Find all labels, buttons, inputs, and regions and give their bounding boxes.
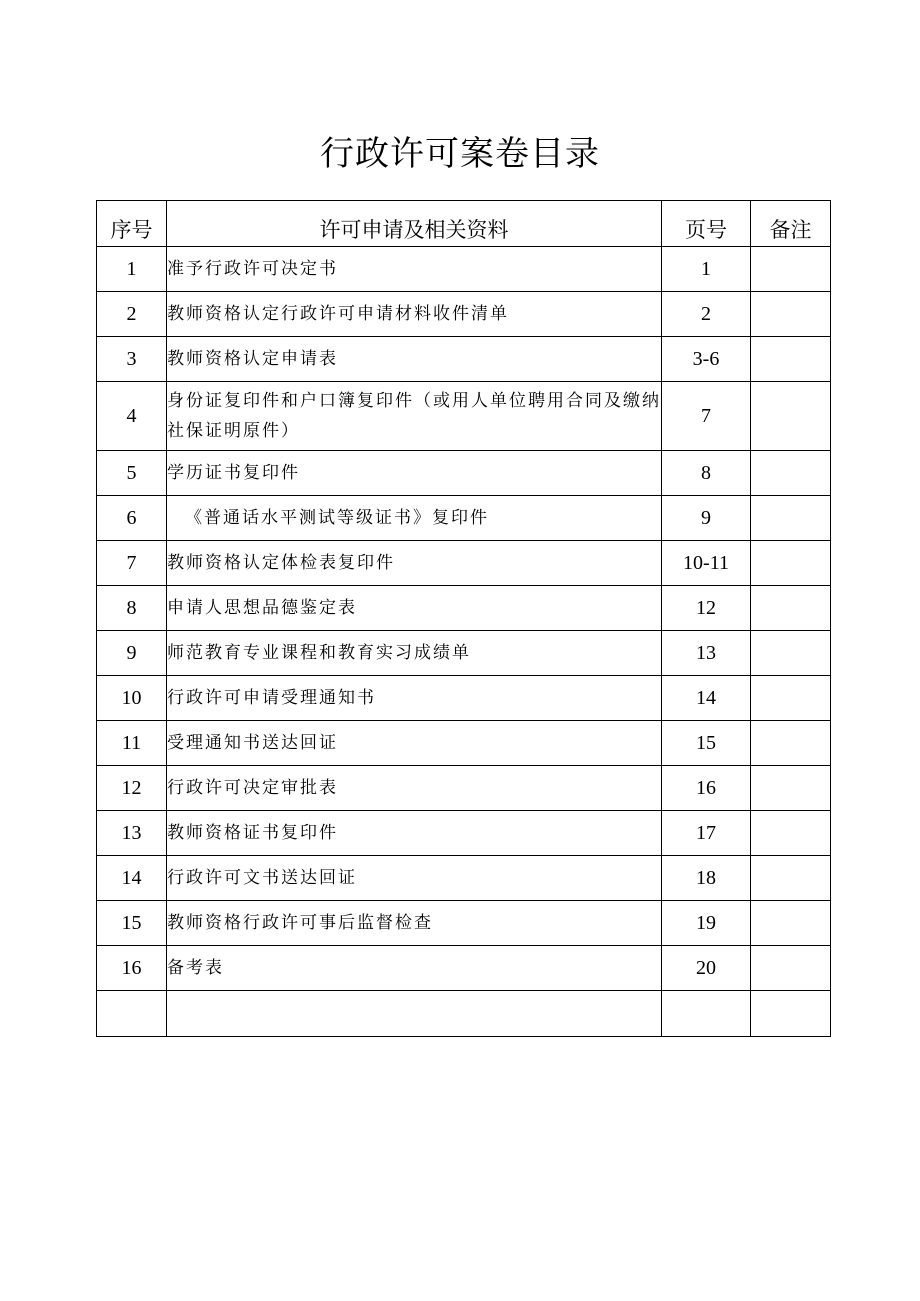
- row-note: [751, 811, 831, 856]
- row-note: [751, 292, 831, 337]
- row-material: 《普通话水平测试等级证书》复印件: [167, 496, 662, 541]
- row-page: 15: [662, 721, 751, 766]
- header-materials: 许可申请及相关资料: [167, 201, 662, 247]
- row-seq: 14: [97, 856, 167, 901]
- row-note: [751, 946, 831, 991]
- row-note: [751, 631, 831, 676]
- row-note: [751, 496, 831, 541]
- row-material: 备考表: [167, 946, 662, 991]
- table-row: [97, 991, 831, 1037]
- row-material: 教师资格认定行政许可申请材料收件清单: [167, 292, 662, 337]
- row-page: 18: [662, 856, 751, 901]
- row-seq: 4: [97, 382, 167, 451]
- row-seq: 8: [97, 586, 167, 631]
- row-page: 8: [662, 451, 751, 496]
- row-seq: [97, 991, 167, 1037]
- catalog-table: [96, 200, 831, 1037]
- row-seq: 10: [97, 676, 167, 721]
- row-seq: 9: [97, 631, 167, 676]
- row-material: 学历证书复印件: [167, 451, 662, 496]
- table-row: [97, 676, 831, 721]
- page-title: 行政许可案卷目录: [320, 134, 600, 174]
- row-seq: 7: [97, 541, 167, 586]
- row-seq: 11: [97, 721, 167, 766]
- header-page: 页号: [662, 201, 751, 247]
- row-material: 教师资格证书复印件: [167, 811, 662, 856]
- row-page: 10-11: [662, 541, 751, 586]
- table-row: [97, 946, 831, 991]
- row-note: [751, 766, 831, 811]
- row-material: [167, 991, 662, 1037]
- row-page: 7: [662, 382, 751, 451]
- row-note: [751, 382, 831, 451]
- row-page: 13: [662, 631, 751, 676]
- row-material: 身份证复印件和户口簿复印件（或用人单位聘用合同及缴纳社保证明原件）: [167, 382, 662, 451]
- row-note: [751, 586, 831, 631]
- table-header-row: [97, 201, 831, 247]
- row-page: 19: [662, 901, 751, 946]
- table-row: [97, 811, 831, 856]
- row-material: 行政许可文书送达回证: [167, 856, 662, 901]
- row-material: 申请人思想品德鉴定表: [167, 586, 662, 631]
- row-note: [751, 856, 831, 901]
- row-seq: 12: [97, 766, 167, 811]
- row-material: 教师资格认定申请表: [167, 337, 662, 382]
- row-page: 9: [662, 496, 751, 541]
- table-row: [97, 856, 831, 901]
- row-page: 1: [662, 247, 751, 292]
- row-material: 教师资格认定体检表复印件: [167, 541, 662, 586]
- row-note: [751, 721, 831, 766]
- row-page: 16: [662, 766, 751, 811]
- header-seq: 序号: [97, 201, 167, 247]
- table-row: [97, 292, 831, 337]
- row-seq: 13: [97, 811, 167, 856]
- table-row: [97, 631, 831, 676]
- row-seq: 2: [97, 292, 167, 337]
- table-row: [97, 766, 831, 811]
- row-note: [751, 247, 831, 292]
- row-material: 师范教育专业课程和教育实习成绩单: [167, 631, 662, 676]
- row-material: 受理通知书送达回证: [167, 721, 662, 766]
- row-note: [751, 676, 831, 721]
- row-material: 行政许可决定审批表: [167, 766, 662, 811]
- table-row: [97, 721, 831, 766]
- row-seq: 6: [97, 496, 167, 541]
- row-note: [751, 901, 831, 946]
- row-page: 3-6: [662, 337, 751, 382]
- table-row: [97, 541, 831, 586]
- table-row: [97, 586, 831, 631]
- row-seq: 16: [97, 946, 167, 991]
- table-row: [97, 901, 831, 946]
- table-row: [97, 496, 831, 541]
- table-row: [97, 247, 831, 292]
- row-page: 17: [662, 811, 751, 856]
- row-material: 准予行政许可决定书: [167, 247, 662, 292]
- row-note: [751, 337, 831, 382]
- row-note: [751, 541, 831, 586]
- table-row: [97, 451, 831, 496]
- row-material: 教师资格行政许可事后监督检查: [167, 901, 662, 946]
- table-row: [97, 337, 831, 382]
- row-page: 14: [662, 676, 751, 721]
- row-page: 2: [662, 292, 751, 337]
- row-page: 12: [662, 586, 751, 631]
- row-note: [751, 991, 831, 1037]
- row-seq: 1: [97, 247, 167, 292]
- row-seq: 15: [97, 901, 167, 946]
- row-material: 行政许可申请受理通知书: [167, 676, 662, 721]
- row-note: [751, 451, 831, 496]
- row-seq: 3: [97, 337, 167, 382]
- row-seq: 5: [97, 451, 167, 496]
- table-row: [97, 382, 831, 451]
- header-note: 备注: [751, 201, 831, 247]
- row-page: 20: [662, 946, 751, 991]
- row-page: [662, 991, 751, 1037]
